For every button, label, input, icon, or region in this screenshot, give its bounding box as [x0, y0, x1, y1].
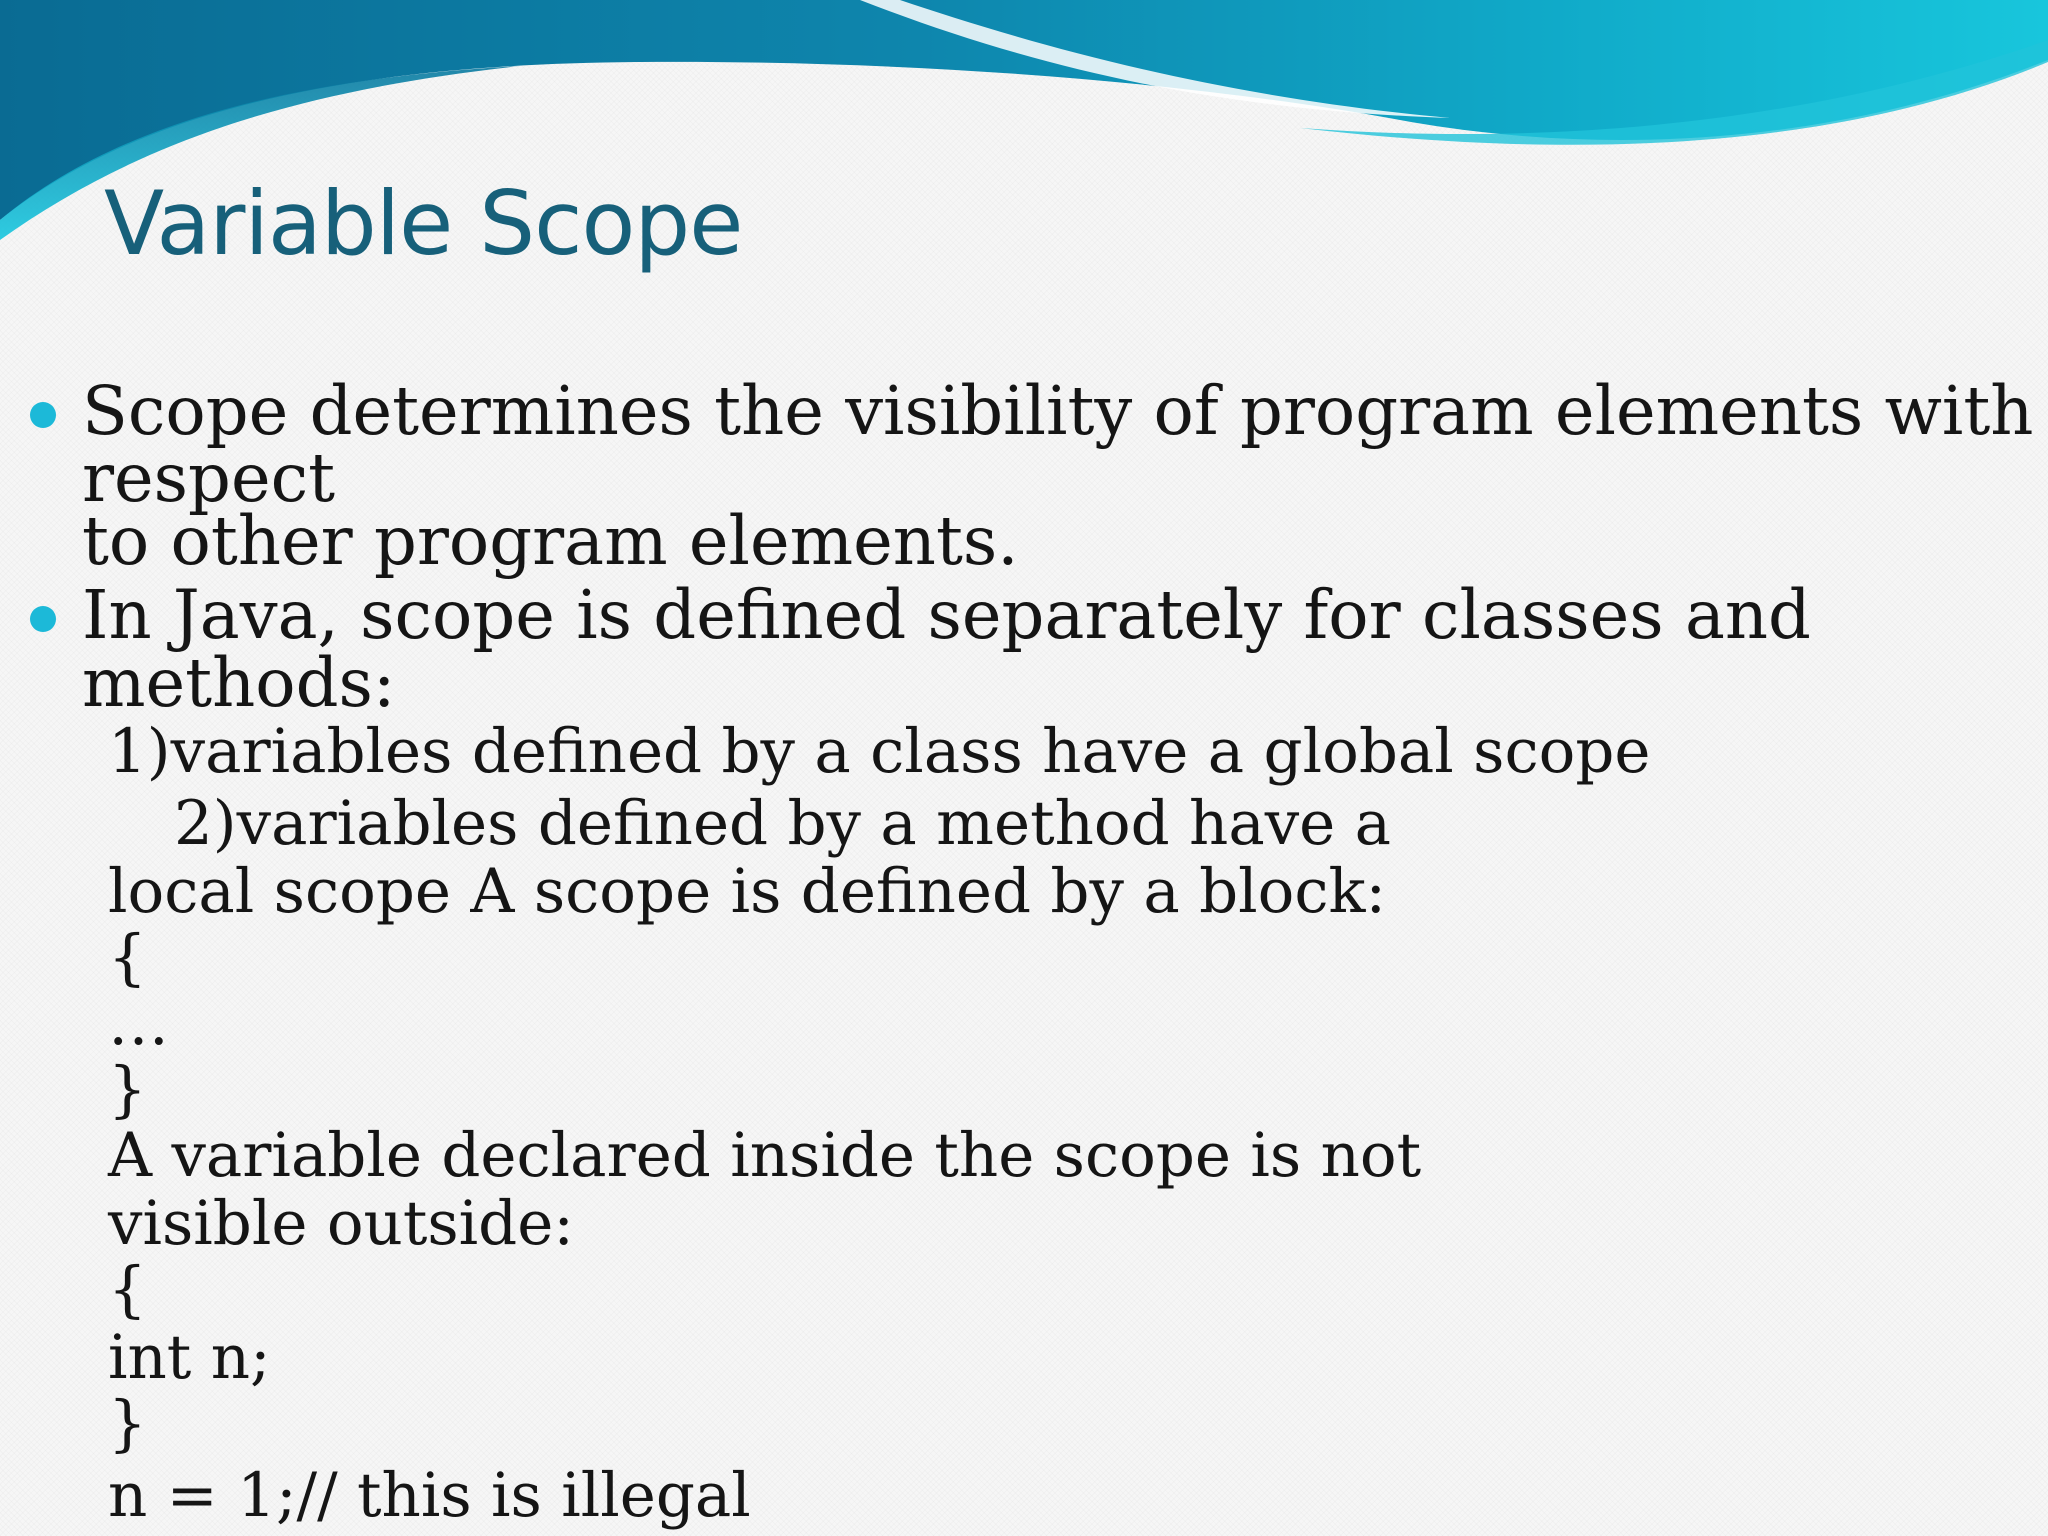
- body-line: {: [108, 922, 147, 993]
- body-line: {: [108, 1254, 147, 1325]
- body-line: A variable declared inside the scope is not: [108, 1120, 1422, 1191]
- bullet-1-line-1: Scope determines the visibility of program elements with: [82, 372, 2034, 450]
- body-line: visible outside:: [108, 1188, 574, 1259]
- bullet-icon: [30, 606, 56, 632]
- bullet-1-line-2: respect: [82, 439, 336, 517]
- body-line: 1)variables defined by a class have a global scope: [108, 716, 1651, 787]
- body-line: int n;: [108, 1322, 271, 1393]
- body-line: }: [108, 1388, 147, 1459]
- body-line: 2)variables defined by a method have a: [174, 788, 1392, 859]
- body-line: n = 1;// this is illegal: [108, 1460, 751, 1531]
- bullet-icon: [30, 402, 56, 428]
- body-line: local scope A scope is defined by a block:: [108, 856, 1387, 927]
- slide-title: Variable Scope: [104, 172, 743, 275]
- body-line: }: [108, 1054, 147, 1125]
- bullet-1-line-3: to other program elements.: [82, 502, 1019, 580]
- bullet-2-line-2: methods:: [82, 644, 396, 722]
- bullet-2-line-1: In Java, scope is defined separately for classes and: [82, 576, 1811, 654]
- body-line: …: [108, 988, 169, 1059]
